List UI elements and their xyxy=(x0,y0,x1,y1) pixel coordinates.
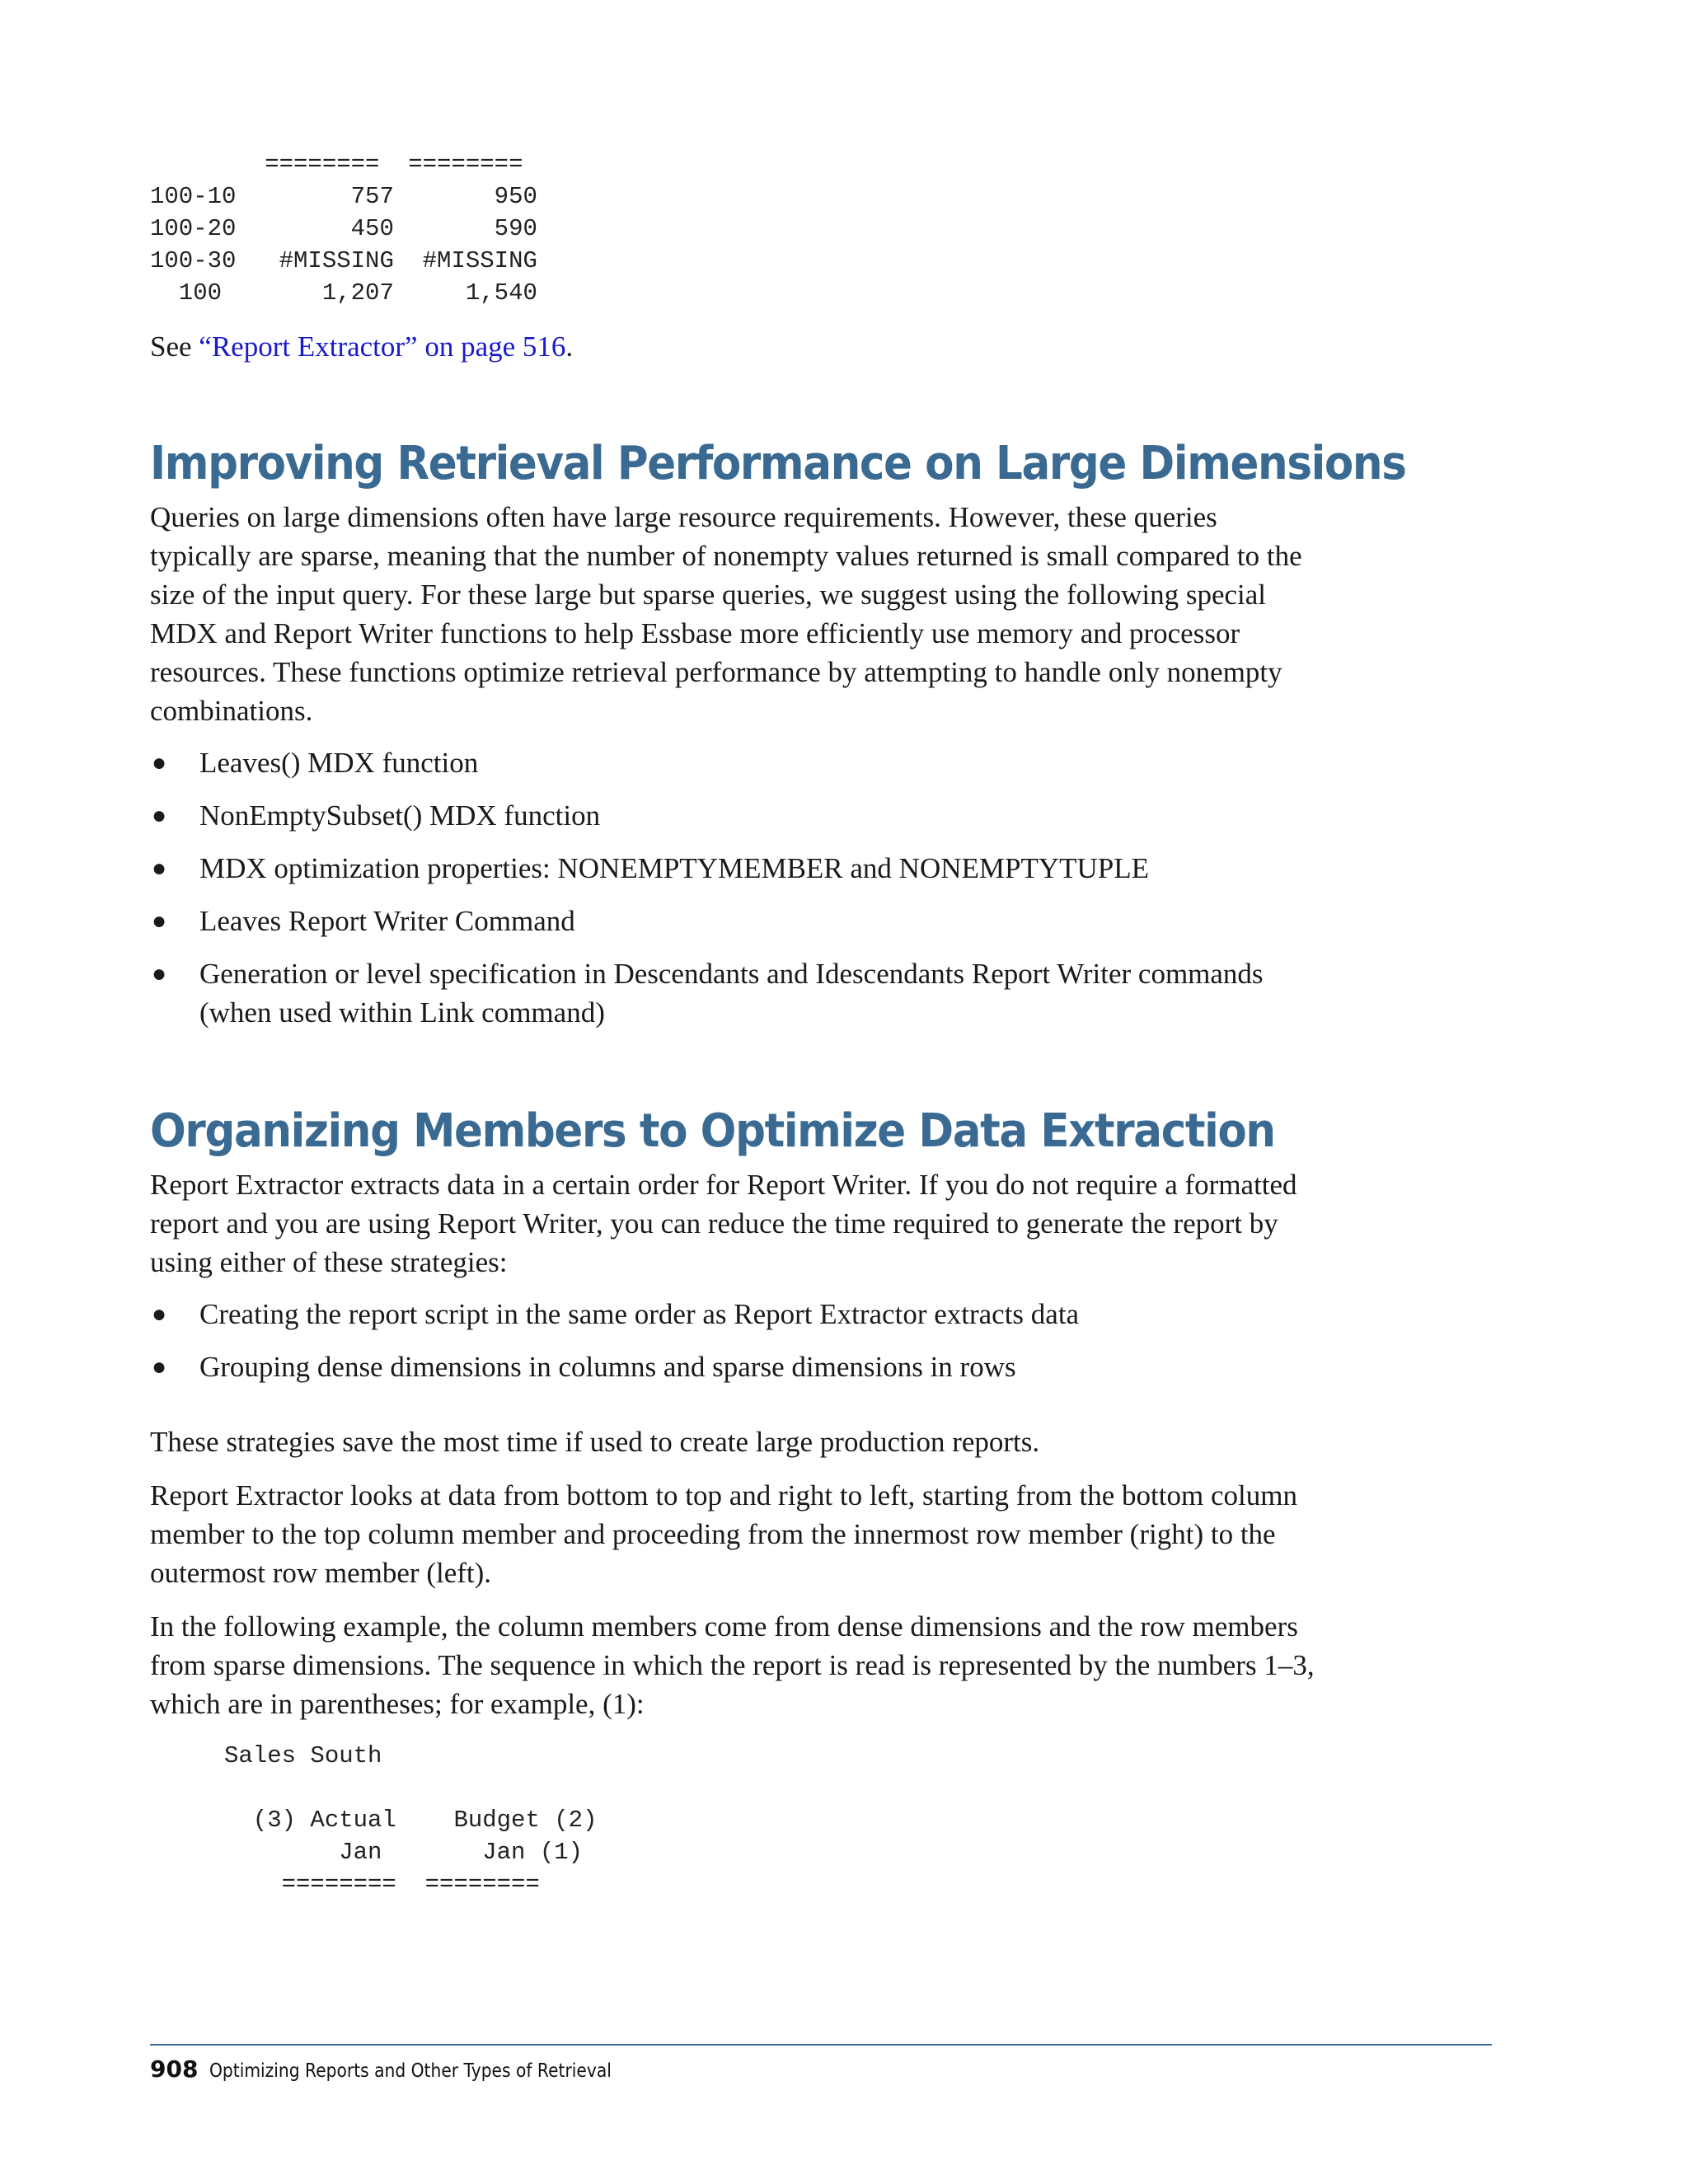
code-row: 100-20 450 590 xyxy=(150,215,537,242)
page-footer xyxy=(150,2055,667,2083)
code-row: 100-30 #MISSING #MISSING xyxy=(150,247,537,274)
section1-paragraph: Queries on large dimensions often have large resource requirements. However, these queries typically are sparse, meaning that the number of nonempty values returned is small compared to the size of the input query. For these large but sparse queries, we suggest using the following special MDX and Report Writer functions to help Essbase more efficiently use memory and processor resources. These functions optimize retrieval performance by attempting to handle only nonempty combinations. xyxy=(150,501,1302,727)
bullet-icon: ● xyxy=(152,960,167,987)
section2-intro: Report Extractor extracts data in a certain order for Report Writer. If you do not require a formatted report and you are using Report Writer, you can reduce the time required to generate the report by using either of these strategies: xyxy=(150,1169,1297,1278)
see-suffix: . xyxy=(565,330,574,363)
section1-bullet-list xyxy=(150,743,1320,1032)
section2-bullet-list xyxy=(150,1295,1320,1386)
footer-divider xyxy=(150,2044,1492,2046)
code-block-bottom xyxy=(150,1740,1320,1900)
list-item-text: NonEmptySubset() MDX function xyxy=(199,799,601,832)
list-item-text: Generation or level specification in Descendants and Idescendants Report Writer commands (when used within Link command) xyxy=(199,958,1264,1029)
list-item xyxy=(150,849,1320,888)
code-row: 100 1,207 1,540 xyxy=(150,279,537,307)
bullet-icon: ● xyxy=(152,907,167,935)
list-item-text: Grouping dense dimensions in columns and sparse dimensions in rows xyxy=(199,1351,1016,1383)
bullet-icon: ● xyxy=(152,802,167,829)
list-item-text: Leaves() MDX function xyxy=(199,747,479,779)
see-prefix: See xyxy=(150,330,199,363)
section2-paragraph-1: These strategies save the most time if used to create large production reports. xyxy=(150,1426,1040,1458)
code-line: Jan Jan (1) xyxy=(224,1839,584,1866)
page-number: 908 xyxy=(150,2055,199,2083)
code-line: Sales South xyxy=(224,1742,382,1769)
list-item xyxy=(150,954,1271,1032)
bullet-icon: ● xyxy=(152,1353,167,1380)
section-heading-organizing: Organizing Members to Optimize Data Extraction xyxy=(150,1104,1275,1158)
list-item-text: Leaves Report Writer Command xyxy=(199,905,575,937)
code-line: ======== ======== xyxy=(224,1871,540,1898)
list-item xyxy=(150,1295,1320,1333)
code-separator: ======== ======== xyxy=(150,151,523,178)
list-item xyxy=(150,796,1320,835)
page-content xyxy=(150,148,1406,1900)
list-item xyxy=(150,902,1320,940)
section2-paragraph-2: Report Extractor looks at data from bottom to top and right to left, starting from the bottom column member to the top column member and proceeding from the innermost row member (right) to the outermost row member (left). xyxy=(150,1479,1297,1589)
list-item-text: Creating the report script in the same order as Report Extractor extracts data xyxy=(199,1298,1080,1330)
report-extractor-link[interactable]: “Report Extractor” on page 516 xyxy=(199,330,566,363)
code-block-top xyxy=(150,148,1320,309)
bullet-icon: ● xyxy=(152,1301,167,1328)
list-item xyxy=(150,1347,1320,1386)
chapter-title: Optimizing Reports and Other Types of Retrieval xyxy=(209,2060,612,2082)
section-heading-retrieval: Improving Retrieval Performance on Large Dimensions xyxy=(150,437,1406,490)
code-row: 100-10 757 950 xyxy=(150,183,537,210)
code-line: (3) Actual Budget (2) xyxy=(224,1807,598,1834)
section2-paragraph-3: In the following example, the column members come from dense dimensions and the row members from sparse dimensions. The sequence in which the report is read is represented by the numbers 1–3, which are in parentheses; for example, (1): xyxy=(150,1610,1315,1720)
list-item-text: MDX optimization properties: NONEMPTYMEMBER and NONEMPTYTUPLE xyxy=(199,852,1150,884)
see-reference xyxy=(150,327,1320,366)
bullet-icon: ● xyxy=(152,855,167,882)
list-item xyxy=(150,743,1320,782)
bullet-icon: ● xyxy=(152,749,167,776)
